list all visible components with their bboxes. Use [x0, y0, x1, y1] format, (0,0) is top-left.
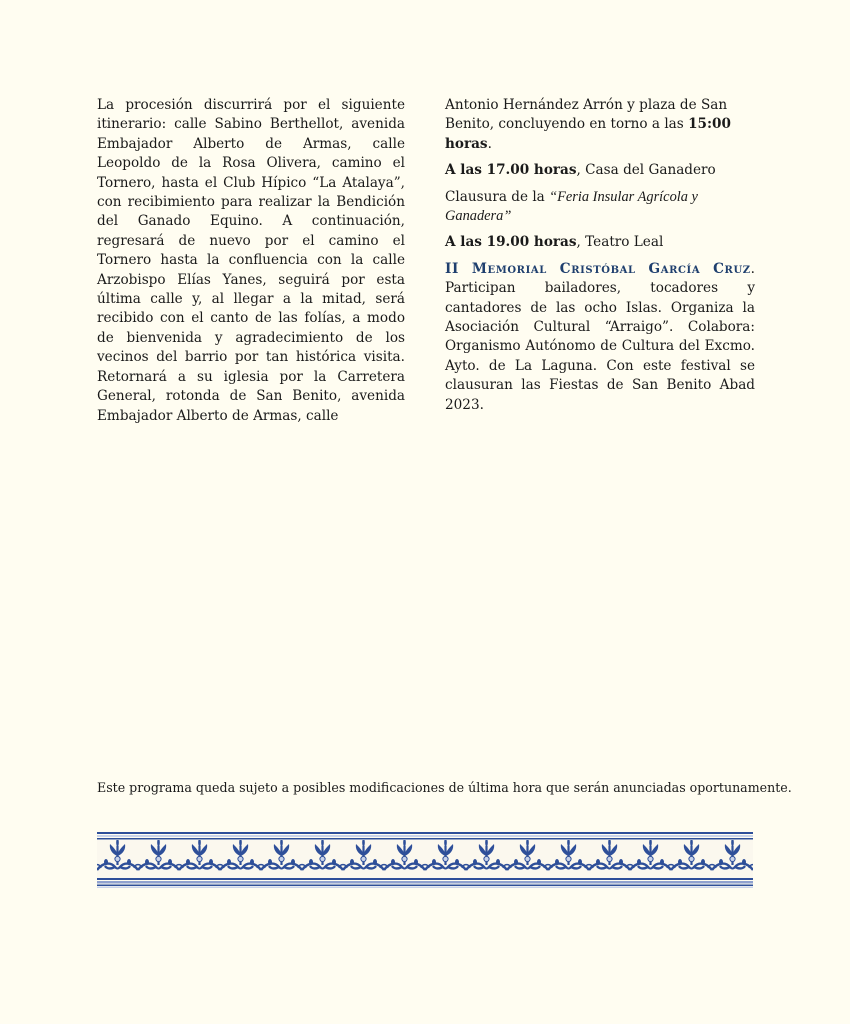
- memorial-title: II Memorial Cristóbal García Cruz: [445, 260, 751, 277]
- continuation-time: 15:00 horas: [445, 116, 731, 152]
- event1-place: , Casa del Ganadero: [576, 162, 716, 179]
- right-column: [445, 96, 755, 422]
- event-casa-ganadero: [445, 161, 755, 180]
- closing-prefix: Clausura de la: [445, 188, 550, 205]
- itinerary-continuation: [445, 96, 755, 154]
- decorative-tile-border: [97, 832, 753, 888]
- event2-place: , Teatro Leal: [576, 234, 664, 251]
- event-teatro-leal: [445, 233, 755, 252]
- memorial-paragraph: [445, 260, 755, 415]
- left-column: [97, 96, 405, 426]
- event2-time: A las 19.00 horas: [445, 234, 577, 251]
- memorial-text: . Participan bailadores, tocadores y cantadores de las ocho Islas. Organiza la Asociación Cultural “Arraigo”. Colabora: Organismo Autónomo de Cultura del Excmo. Ayto. de La Laguna. Con este festival se clausuran las Fiestas de San Benito Abad 2023.: [445, 260, 755, 413]
- feria-name: “Feria Insular Agrícola y Ganadera”: [445, 188, 698, 225]
- footer-disclaimer: Este programa queda sujeto a posibles modificaciones de última hora que serán anunciadas oportunamente.: [97, 780, 792, 795]
- continuation-end: .: [487, 135, 492, 152]
- procession-itinerary-paragraph: La procesión discurrirá por el siguiente itinerario: calle Sabino Berthellot, avenida Embajador Alberto de Armas, calle Leopoldo de la Rosa Olivera, camino el Tornero, hasta el Club Hípico “La Atalaya”, con recibimiento para realizar la Bendición del Ganado Equino. A continuación, regresará de nuevo por el camino el Tornero hasta la confluencia con la calle Arzobispo Elías Yanes, seguirá por esta última calle y, al llegar a la mitad, será recibido con el canto de las folías, a modo de bienvenida y agradecimiento de los vecinos del barrio por tan histórica visita. Retornará a su iglesia por la Carretera General, rotonda de San Benito, avenida Embajador Alberto de Armas, calle: [97, 97, 405, 424]
- closing-feria: [445, 188, 755, 227]
- event1-time: A las 17.00 horas: [445, 162, 577, 179]
- continuation-text: Antonio Hernández Arrón y plaza de San Benito, concluyendo en torno a las: [445, 97, 728, 133]
